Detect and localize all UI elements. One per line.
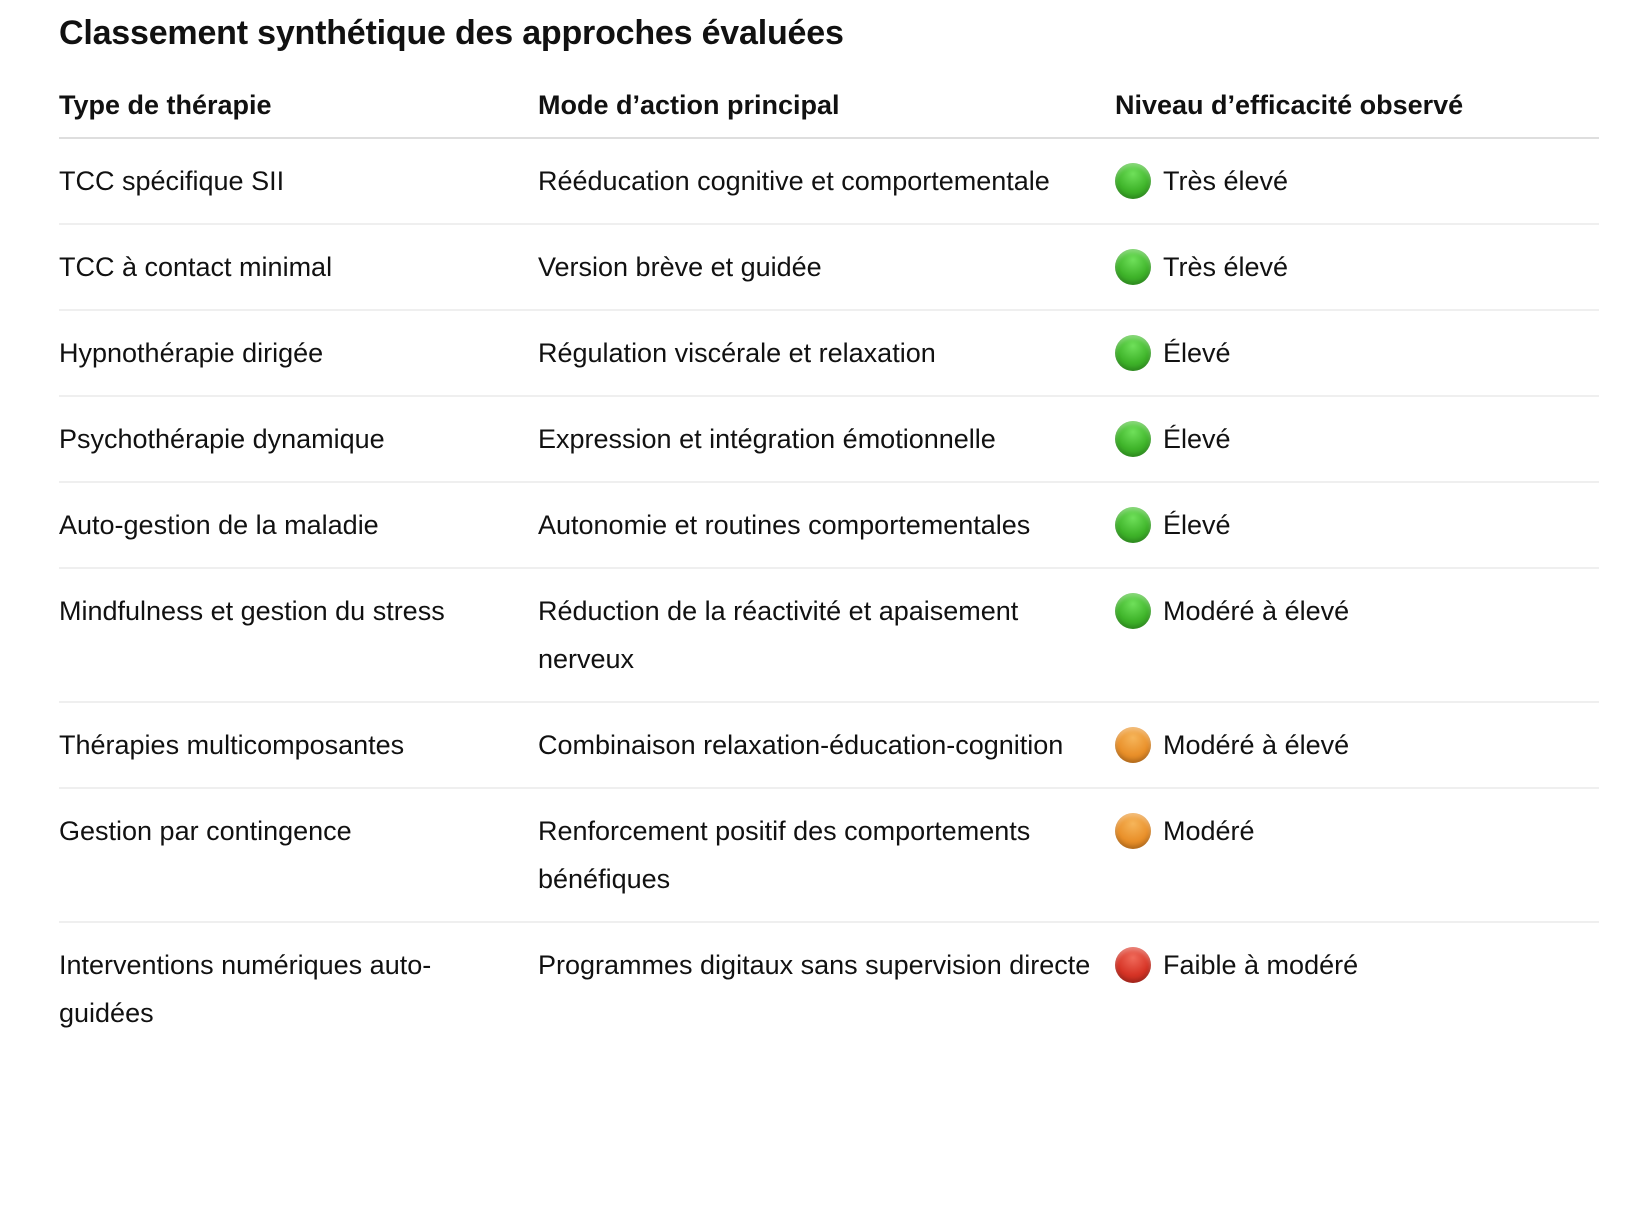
therapy-ranking-table bbox=[59, 88, 1599, 1055]
mode-cell: Combinaison relaxation-éducation-cognition bbox=[538, 702, 1115, 788]
orange-circle-icon bbox=[1115, 813, 1151, 849]
column-header-mode-of-action: Mode d’action principal bbox=[538, 88, 1115, 138]
mode-cell: Expression et intégration émotionnelle bbox=[538, 396, 1115, 482]
therapy-cell: Mindfulness et gestion du stress bbox=[59, 568, 538, 702]
green-circle-icon bbox=[1115, 335, 1151, 371]
table-row bbox=[59, 568, 1599, 702]
mode-cell: Autonomie et routines comportementales bbox=[538, 482, 1115, 568]
efficacy-cell bbox=[1115, 310, 1599, 396]
mode-cell: Programmes digitaux sans supervision directe bbox=[538, 950, 1091, 980]
green-circle-icon bbox=[1115, 163, 1151, 199]
table-row bbox=[59, 396, 1599, 482]
table-row bbox=[59, 224, 1599, 310]
efficacy-label: Modéré à élevé bbox=[1163, 596, 1350, 626]
table-row bbox=[59, 138, 1599, 224]
table-row bbox=[59, 310, 1599, 396]
therapy-cell: TCC à contact minimal bbox=[59, 224, 538, 310]
efficacy-label: Très élevé bbox=[1163, 252, 1289, 282]
green-circle-icon bbox=[1115, 593, 1151, 629]
table-row bbox=[59, 482, 1599, 568]
orange-circle-icon bbox=[1115, 727, 1151, 763]
efficacy-cell bbox=[1115, 224, 1599, 310]
therapy-cell: Auto-gestion de la maladie bbox=[59, 482, 538, 568]
table-row bbox=[59, 702, 1599, 788]
therapy-cell: Psychothérapie dynamique bbox=[59, 396, 538, 482]
header-row bbox=[59, 88, 1599, 138]
mode-cell: Rééducation cognitive et comportementale bbox=[538, 138, 1115, 224]
table-header bbox=[59, 88, 1599, 138]
mode-cell: Régulation viscérale et relaxation bbox=[538, 310, 1115, 396]
mode-cell: Réduction de la réactivité et apaisement nerveux bbox=[538, 568, 1115, 702]
column-header-efficacy-level: Niveau d’efficacité observé bbox=[1115, 88, 1599, 138]
page-title: Classement synthétique des approches évaluées bbox=[59, 14, 844, 52]
table-row bbox=[59, 922, 1599, 1055]
efficacy-label: Élevé bbox=[1163, 510, 1231, 540]
column-header-therapy-type: Type de thérapie bbox=[59, 88, 538, 138]
therapy-cell: Hypnothérapie dirigée bbox=[59, 310, 538, 396]
efficacy-label: Très élevé bbox=[1163, 166, 1289, 196]
therapy-cell: Interventions numériques auto-guidées bbox=[59, 950, 432, 1028]
green-circle-icon bbox=[1115, 249, 1151, 285]
efficacy-cell bbox=[1115, 568, 1599, 702]
efficacy-label: Modéré bbox=[1163, 816, 1255, 846]
table-body bbox=[59, 138, 1599, 1055]
green-circle-icon bbox=[1115, 507, 1151, 543]
therapy-cell: Thérapies multicomposantes bbox=[59, 702, 538, 788]
efficacy-cell bbox=[1115, 788, 1599, 922]
efficacy-label: Modéré à élevé bbox=[1163, 730, 1350, 760]
efficacy-cell bbox=[1115, 482, 1599, 568]
red-circle-icon bbox=[1115, 947, 1151, 983]
efficacy-label: Faible à modéré bbox=[1163, 950, 1359, 980]
efficacy-cell bbox=[1115, 396, 1599, 482]
mode-cell: Renforcement positif des comportements bénéfiques bbox=[538, 788, 1115, 922]
efficacy-cell bbox=[1115, 138, 1599, 224]
green-circle-icon bbox=[1115, 421, 1151, 457]
therapy-cell: TCC spécifique SII bbox=[59, 138, 538, 224]
efficacy-label: Élevé bbox=[1163, 424, 1231, 454]
therapy-cell: Gestion par contingence bbox=[59, 788, 538, 922]
efficacy-cell bbox=[1115, 922, 1599, 1055]
table-row bbox=[59, 788, 1599, 922]
efficacy-cell bbox=[1115, 702, 1599, 788]
mode-cell: Version brève et guidée bbox=[538, 224, 1115, 310]
efficacy-label: Élevé bbox=[1163, 338, 1231, 368]
